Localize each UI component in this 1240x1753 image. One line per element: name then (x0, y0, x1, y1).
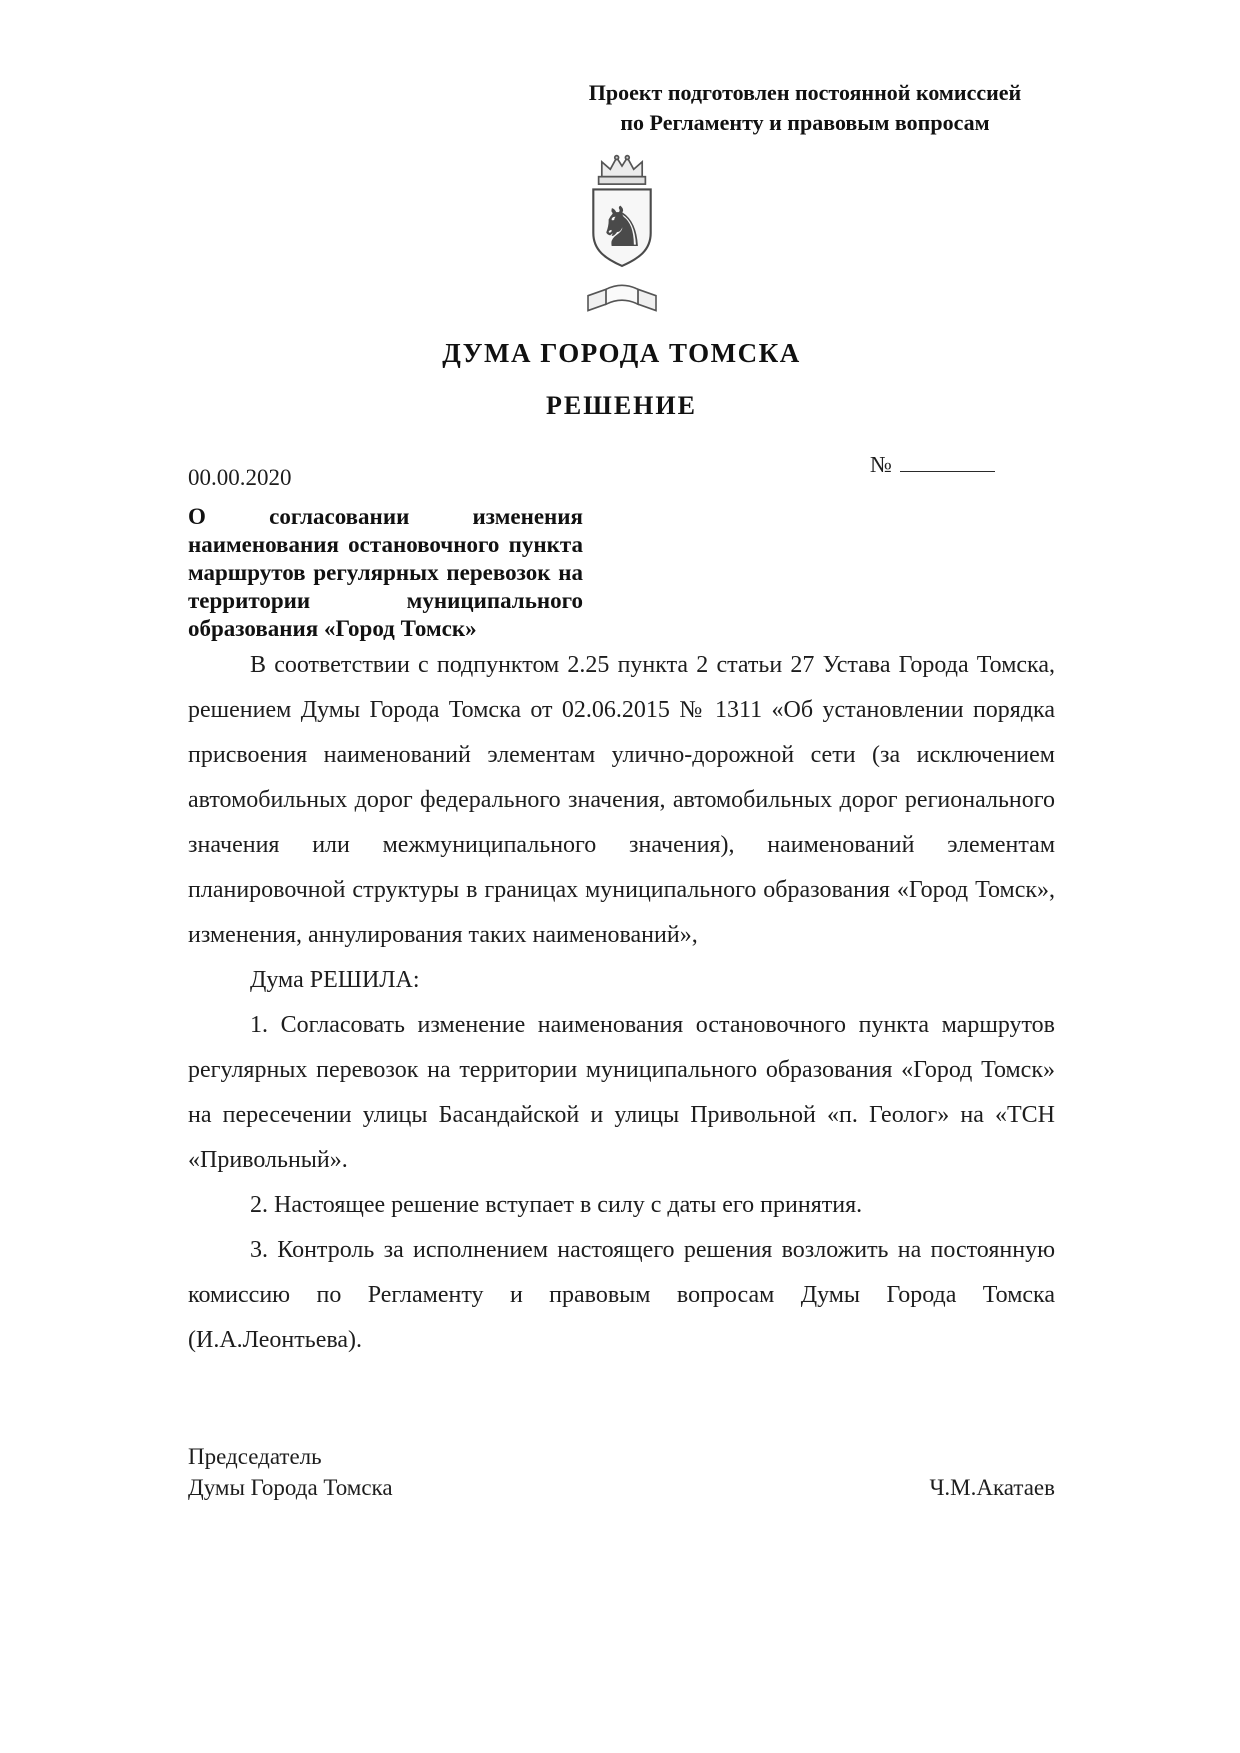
doc-number (870, 451, 995, 478)
tomsk-coat-of-arms (557, 148, 687, 318)
signatory-position-line1: Председатель (188, 1444, 322, 1469)
signatory-position-line2: Думы Города Томска (188, 1475, 393, 1500)
intro-paragraph: В соответствии с подпунктом 2.25 пункта 2 статьи 27 Устава Города Томска, решением Думы Города Томска от 02.06.2015 № 1311 «Об установлении порядка присвоения наименований элементам улично-дорожной сети (за исключением автомобильных дорог федерального значения, автомобильных дорог регионального значения или межмуниципального значения), наименований элементам планировочной структуры в границах муниципального образования «Город Томск», изменения, аннулирования таких наименований», (188, 652, 1055, 948)
doc-type: РЕШЕНИЕ (546, 391, 697, 420)
org-name: ДУМА ГОРОДА ТОМСКА (442, 338, 801, 368)
signatory-position (188, 1441, 393, 1503)
doc-number-blank (900, 451, 995, 472)
prepared-by-block (555, 78, 1055, 138)
signatory-name: Ч.М.Акатаев (929, 1475, 1055, 1500)
crown-icon (598, 156, 645, 184)
resolution-item-1: 1. Согласовать изменение наименования остановочного пункта маршрутов регулярных перевозок на территории муниципального образования «Город Томск» на пересечении улицы Басандайской и улицы Привольной «п. Геолог» на «ТСН «Привольный». (188, 1012, 1055, 1173)
doc-date: 00.00.2020 (188, 465, 292, 490)
prepared-by-line2: по Регламенту и правовым вопросам (620, 110, 990, 135)
resolution-item-2: 2. Настоящее решение вступает в силу с даты его принятия. (250, 1192, 863, 1218)
shield-icon (593, 189, 650, 266)
ribbon-icon (588, 285, 656, 310)
horse-icon: ♞ (596, 195, 647, 260)
resolved-heading: Дума РЕШИЛА: (250, 967, 420, 993)
prepared-by-line1: Проект подготовлен постоянной комиссией (588, 80, 1022, 105)
document-title: О согласовании изменения наименования остановочного пункта маршрутов регулярных перевозок на территории муниципального образования «Город Томск» (188, 504, 583, 641)
resolution-item-3: 3. Контроль за исполнением настоящего решения возложить на постоянную комиссию по Регламенту и правовым вопросам Думы Города Томска (И.А.Леонтьева). (188, 1237, 1055, 1353)
signature-block (188, 1441, 1055, 1503)
meta-row (188, 451, 1055, 491)
document-body (188, 643, 1055, 1363)
doc-number-label: № (870, 452, 892, 477)
